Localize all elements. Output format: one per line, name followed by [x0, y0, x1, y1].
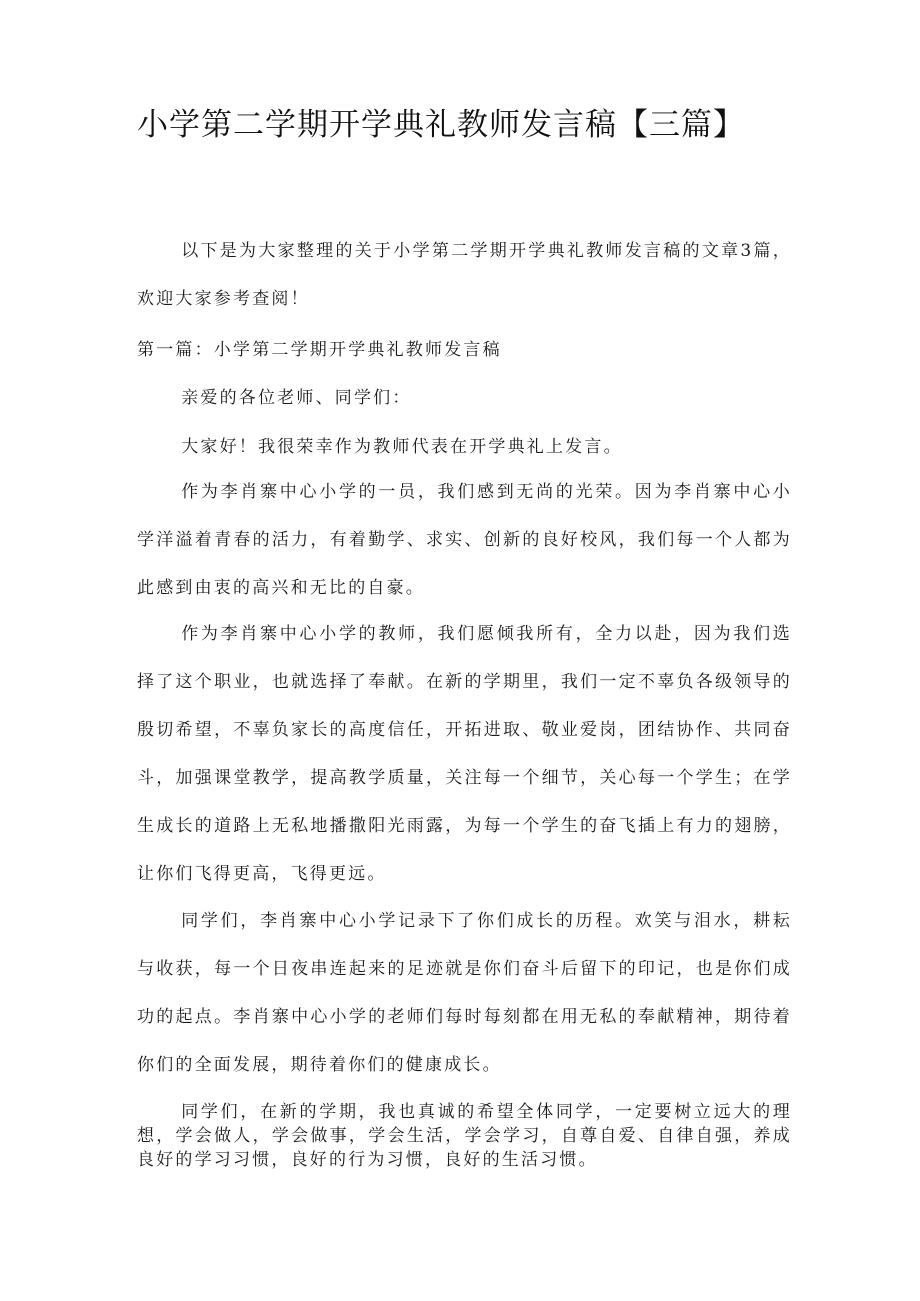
section-heading: 第一篇：小学第二学期开学典礼教师发言稿	[137, 340, 502, 360]
body-paragraph: 同学们，李肖寨中心小学记录下了你们成长的历程。欢笑与泪水，耕耘与收获，每一个日夜串连起来的足迹就是你们奋斗后留下的印记，也是你们成功的起点。李肖寨中心小学的老师们每时每刻都在用无私的奉献精神，期待着你们的全面发展，期待着你们的健康成长。	[137, 911, 792, 1075]
intro-paragraph: 以下是为大家整理的关于小学第二学期开学典礼教师发言稿的文章3篇，欢迎大家参考查阅！	[137, 241, 792, 309]
document-title: 小学第二学期开学典礼教师发言稿【三篇】	[137, 107, 745, 143]
body-paragraph: 同学们，在新的学期，我也真诚的希望全体同学，一定要树立远大的理想，学会做人，学会做事，学会生活，学会学习，自尊自爱、自律自强，养成良好的学习习惯，良好的行为习惯，良好的生活习惯。	[137, 1102, 792, 1170]
body-paragraph: 作为李肖寨中心小学的一员，我们感到无尚的光荣。因为李肖寨中心小学洋溢着青春的活力，有着勤学、求实、创新的良好校风，我们每一个人都为此感到由衷的高兴和无比的自豪。	[137, 482, 792, 598]
hello-line: 大家好！我很荣幸作为教师代表在开学典礼上发言。	[181, 437, 623, 457]
greeting-line: 亲爱的各位老师、同学们：	[181, 388, 412, 408]
body-paragraph: 作为李肖寨中心小学的教师，我们愿倾我所有，全力以赴，因为我们选择了这个职业，也就选择了奉献。在新的学期里，我们一定不辜负各级领导的殷切希望，不辜负家长的高度信任，开拓进取、敬业爱岗，团结协作、共同奋斗，加强课堂教学，提高教学质量，关注每一个细节，关心每一个学生；在学生成长的道路上无私地播撒阳光雨露，为每一个学生的奋飞插上有力的翅膀，让你们飞得更高，飞得更远。	[137, 624, 792, 884]
